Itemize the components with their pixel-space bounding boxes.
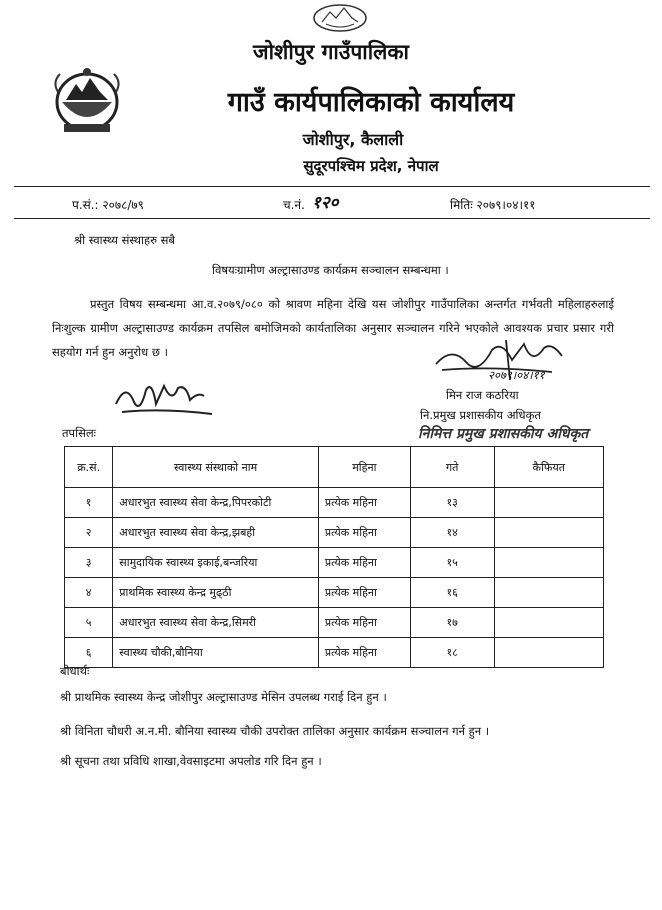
cell-institution: प्राथमिक स्वास्थ्य केन्द्र मुढ्ठी xyxy=(113,578,319,608)
office-location: जोशीपुर, कैलाली xyxy=(302,130,404,149)
office-title: गाउँ कार्यपालिकाको कार्यालय xyxy=(227,87,515,118)
left-signature-icon xyxy=(112,374,222,420)
letter-date: मितिः २०७९।०४।११ xyxy=(450,198,536,212)
cell-remarks xyxy=(494,488,603,518)
table-row xyxy=(65,518,604,548)
cell-remarks xyxy=(494,518,603,548)
cell-institution: अधारभुत स्वास्थ्य सेवा केन्द्र,पिपरकोटी xyxy=(113,488,319,518)
cell-remarks xyxy=(494,608,603,638)
cell-month: प्रत्येक महिना xyxy=(318,488,410,518)
cell-remarks xyxy=(494,578,603,608)
table-row xyxy=(65,578,604,608)
col-header-sn: क्र.सं. xyxy=(65,447,113,488)
bodhartha-label: बोधार्थः xyxy=(60,664,90,678)
cell-sn: ३ xyxy=(65,548,113,578)
col-header-month: महिना xyxy=(318,447,410,488)
cell-day: १५ xyxy=(410,548,494,578)
bodhartha-item: श्री विनिता चौधरी अ.न.मी. बौनिया स्वास्थ्य चौकी उपरोक्त तालिका अनुसार कार्यक्रम सञ्चालन गर्न हुन । xyxy=(60,724,490,738)
cell-sn: २ xyxy=(65,518,113,548)
cell-institution: अधारभुत स्वास्थ्य सेवा केन्द्र,झबही xyxy=(113,518,319,548)
cell-sn: ६ xyxy=(65,638,113,668)
cell-month: प्रत्येक महिना xyxy=(318,548,410,578)
bodhartha-item: श्री सूचना तथा प्रविधि शाखा,वेवसाइटमा अपलोड गरि दिन हुन । xyxy=(60,754,322,768)
patra-sankhya: प.सं.: २०७८/७९ xyxy=(72,198,144,212)
table-row xyxy=(65,548,604,578)
cell-day: १६ xyxy=(410,578,494,608)
header-divider-top xyxy=(14,186,650,187)
cell-month: प्रत्येक महिना xyxy=(318,578,410,608)
cell-day: १८ xyxy=(410,638,494,668)
signature-date: २०७९।०४।११ xyxy=(488,368,545,382)
col-header-remarks: कैफियत xyxy=(494,447,603,488)
table-row xyxy=(65,638,604,668)
cell-sn: ५ xyxy=(65,608,113,638)
table-row xyxy=(65,488,604,518)
office-seal-icon xyxy=(300,4,380,42)
cell-month: प्रत्येक महिना xyxy=(318,638,410,668)
col-header-institution: स्वास्थ्य संस्थाको नाम xyxy=(113,447,319,488)
recipient: श्री स्वास्थ्य संस्थाहरु सबै xyxy=(74,233,175,247)
cell-sn: १ xyxy=(65,488,113,518)
cell-month: प्रत्येक महिना xyxy=(318,518,410,548)
cell-remarks xyxy=(494,548,603,578)
province-name: सुदूरपश्चिम प्रदेश, नेपाल xyxy=(303,157,439,175)
cell-remarks xyxy=(494,638,603,668)
cell-day: १७ xyxy=(410,608,494,638)
cell-day: १४ xyxy=(410,518,494,548)
body-paragraph: प्रस्तुत विषय सम्बन्धमा आ.व.२०७९/०८० को श्रावण महिना देखि यस जोशीपुर गाउँपालिका अन्तर्गत गर्भवती महिलाहरुलाई निःशुल्क ग्रामीण अल्ट्रासाउण्ड कार्यक्रम तपसिल बमोजिमको कार्यतालिका अनुसार सञ्चालन गरिने भएकोले आवश्यक प्रचार प्रसार गरी सहयोग गर्न हुन अनुरोध छ । xyxy=(52,297,614,359)
cell-day: १३ xyxy=(410,488,494,518)
table-header-row xyxy=(65,447,604,488)
municipality-name: जोशीपुर गाउँपालिका xyxy=(253,40,409,64)
cell-institution: स्वास्थ्य चौकी,बौनिया xyxy=(113,638,319,668)
bodhartha-item: श्री प्राथमिक स्वास्थ्य केन्द्र जोशीपुर अल्ट्रासाउण्ड मेसिन उपलब्ध गराई दिन हुन । xyxy=(60,690,387,704)
cell-sn: ४ xyxy=(65,578,113,608)
chalani-number-handwritten: १२० xyxy=(312,193,339,213)
signatory-name: मिन राज कठरिया xyxy=(446,388,519,402)
cell-institution: अधारभुत स्वास्थ्य सेवा केन्द्र,सिमरी xyxy=(113,608,319,638)
subject-line: विषयःग्रामीण अल्ट्रासाउण्ड कार्यक्रम सञ्चालन सम्बन्धमा । xyxy=(212,263,449,277)
table-row xyxy=(65,608,604,638)
chalani-number-label: च.नं. xyxy=(283,198,305,212)
signatory-title: नि.प्रमुख प्रशासकीय अधिकृत xyxy=(420,408,541,422)
col-header-day: गते xyxy=(410,447,494,488)
cell-institution: सामुदायिक स्वास्थ्य इकाई,बन्जरिया xyxy=(113,548,319,578)
header-divider-bottom xyxy=(14,218,650,219)
tapasil-label: तपसिलः xyxy=(62,426,96,440)
signatory-stamp: निमित्त प्रमुख प्रशासकीय अधिकृत xyxy=(418,426,589,442)
schedule-table xyxy=(64,446,604,668)
cell-month: प्रत्येक महिना xyxy=(318,608,410,638)
